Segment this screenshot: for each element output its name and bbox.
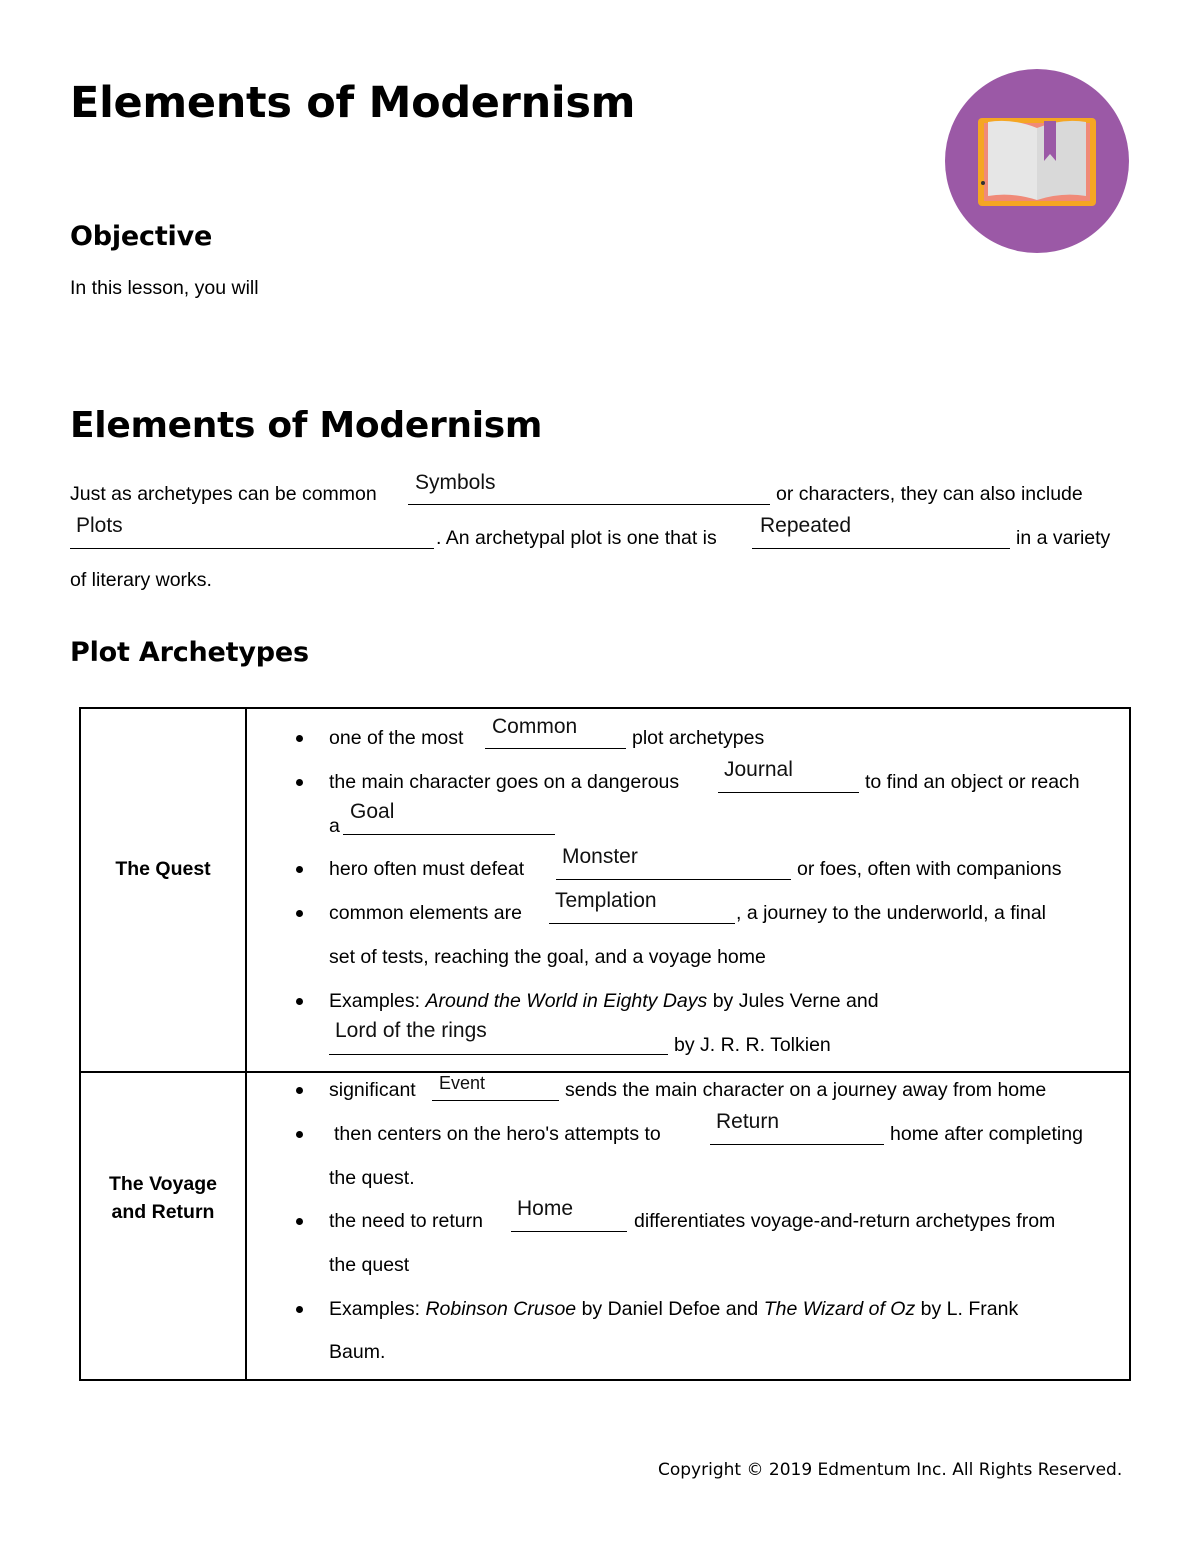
para-text-3: . An archetypal plot is one that is: [436, 527, 717, 549]
blank-line: [343, 834, 555, 835]
voyage-b3-text: the need to return: [329, 1210, 483, 1232]
page-title: Elements of Modernism: [70, 78, 636, 128]
blank-line: [549, 923, 735, 924]
answer-lord-of-the-rings[interactable]: Lord of the rings: [335, 1019, 487, 1042]
row-label-voyage-2: and Return: [111, 1201, 215, 1223]
quest-b2-text-3: a: [329, 815, 340, 837]
blank-line: [710, 1144, 884, 1145]
blank-line: [432, 1100, 559, 1101]
voyage-b1-text: significant: [329, 1079, 416, 1101]
voyage-b2-text-3: the quest.: [329, 1167, 415, 1189]
answer-repeated[interactable]: Repeated: [760, 514, 852, 537]
para-text-4: in a variety: [1016, 527, 1111, 549]
para-text-2: or characters, they can also include: [776, 483, 1083, 505]
voyage-b2-text-2: home after completing: [890, 1123, 1083, 1145]
blank-line-2: [70, 548, 434, 549]
bullet: [296, 1306, 303, 1313]
blank-line: [329, 1054, 668, 1055]
answer-goal[interactable]: Goal: [350, 800, 395, 823]
quest-b2-text: the main character goes on a dangerous: [329, 771, 680, 793]
quest-b3-text: hero often must defeat: [329, 858, 525, 880]
answer-home[interactable]: Home: [517, 1197, 574, 1220]
answer-common[interactable]: Common: [492, 715, 578, 738]
bullet: [296, 735, 303, 742]
section-heading: Elements of Modernism: [70, 405, 543, 446]
blank-line: [511, 1231, 627, 1232]
para-text-1: Just as archetypes can be common: [70, 483, 377, 505]
answer-monster[interactable]: Monster: [562, 845, 638, 868]
bullet: [296, 1218, 303, 1225]
quest-b1-text: one of the most: [329, 727, 464, 749]
table-column-divider: [245, 707, 247, 1380]
archetype-table: [79, 707, 1131, 1381]
bullet: [296, 998, 303, 1005]
voyage-b3-text-3: the quest: [329, 1254, 410, 1276]
quest-b4-text-3: set of tests, reaching the goal, and a voyage home: [329, 946, 766, 968]
objective-text: In this lesson, you will: [70, 277, 259, 299]
objective-heading: Objective: [70, 221, 213, 252]
answer-journal[interactable]: Journal: [724, 758, 793, 781]
answer-event[interactable]: Event: [439, 1073, 486, 1093]
quest-b2-text-2: to find an object or reach: [865, 771, 1080, 793]
voyage-b4-line: Examples: Robinson Crusoe by Daniel Defoe and The Wizard of Oz by L. Frank: [329, 1298, 1019, 1320]
bullet: [296, 1131, 303, 1138]
bullet: [296, 866, 303, 873]
voyage-b4-text-2: Baum.: [329, 1341, 386, 1363]
table-row-divider: [79, 1071, 1129, 1073]
row-label-quest: The Quest: [115, 858, 211, 880]
blank-line: [556, 879, 791, 880]
blank-line: [485, 748, 626, 749]
answer-templation[interactable]: Templation: [555, 889, 657, 912]
book-icon: [944, 68, 1130, 254]
answer-return[interactable]: Return: [716, 1110, 780, 1133]
blank-line-1: [408, 504, 770, 505]
quest-b5-text-2: by J. R. R. Tolkien: [674, 1034, 831, 1056]
para-text-5: of literary works.: [70, 569, 212, 591]
bullet: [296, 779, 303, 786]
voyage-b1-text-2: sends the main character on a journey away from home: [565, 1079, 1047, 1101]
voyage-b2-text: then centers on the hero's attempts to: [334, 1123, 661, 1145]
answer-plots[interactable]: Plots: [76, 514, 123, 537]
quest-b3-text-2: or foes, often with companions: [797, 858, 1062, 880]
quest-b5-line: Examples: Around the World in Eighty Days by Jules Verne and: [329, 990, 879, 1012]
row-label-voyage-1: The Voyage: [108, 1173, 217, 1195]
plot-archetypes-heading: Plot Archetypes: [70, 637, 309, 668]
bullet: [296, 1087, 303, 1094]
quest-b1-text-2: plot archetypes: [632, 727, 765, 749]
answer-symbols[interactable]: Symbols: [415, 471, 496, 494]
voyage-b3-text-2: differentiates voyage-and-return archetypes from: [634, 1210, 1056, 1232]
quest-b4-text-2: , a journey to the underworld, a final: [736, 902, 1047, 924]
blank-line-3: [752, 548, 1010, 549]
quest-b4-text: common elements are: [329, 902, 522, 924]
bullet: [296, 910, 303, 917]
blank-line: [718, 792, 859, 793]
copyright-notice: Copyright © 2019 Edmentum Inc. All Rights Reserved.: [658, 1460, 1123, 1480]
